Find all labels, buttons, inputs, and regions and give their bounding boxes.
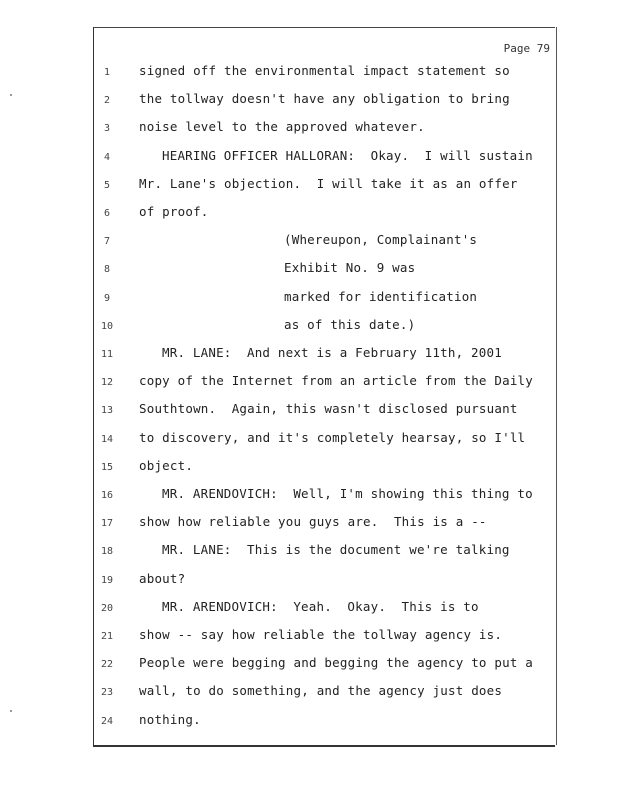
line-text: copy of the Internet from an article from the Daily	[139, 373, 534, 389]
transcript-line	[0, 289, 618, 309]
line-text: show -- say how reliable the tollway agency is.	[139, 627, 503, 642]
transcript-line	[0, 542, 618, 562]
line-text: Southtown. Again, this wasn't disclosed pursuant	[139, 401, 518, 417]
transcript-line	[0, 683, 618, 703]
transcript-line	[0, 148, 618, 168]
transcript-line	[0, 514, 618, 534]
transcript-line	[0, 627, 618, 647]
line-number: 13	[100, 405, 114, 417]
page-bottom-rule	[93, 745, 555, 747]
line-number: 20	[100, 602, 114, 614]
line-number: 5	[103, 179, 111, 191]
page-number-header: Page 79	[503, 42, 550, 55]
line-number: 8	[103, 264, 111, 276]
line-text: MR. LANE: And next is a February 11th, 2001	[162, 345, 502, 360]
line-text: marked for identification	[284, 288, 478, 304]
line-text: of proof.	[139, 204, 209, 219]
line-number: 23	[100, 687, 114, 699]
line-number: 15	[100, 461, 114, 473]
line-number: 2	[103, 95, 111, 107]
line-text: to discovery, and it's completely hearsay, so I'll	[139, 429, 526, 445]
line-number: 6	[103, 208, 111, 219]
line-text: nothing.	[139, 711, 201, 727]
line-number: 1	[103, 67, 111, 78]
transcript-line	[0, 176, 618, 196]
transcript-line	[0, 486, 618, 506]
line-number: 18	[100, 546, 114, 558]
line-text: MR. ARENDOVICH: Yeah. Okay. This is to	[162, 598, 479, 614]
line-number: 19	[100, 574, 114, 586]
line-text: MR. LANE: This is the document we're talking	[162, 542, 510, 558]
line-text: signed off the environmental impact statement so	[139, 63, 510, 78]
line-text: MR. ARENDOVICH: Well, I'm showing this thing to	[162, 486, 533, 501]
transcript-line	[0, 599, 618, 619]
transcript-line	[0, 655, 618, 675]
line-text: People were begging and begging the agency to put a	[139, 655, 534, 671]
transcript-line	[0, 119, 618, 139]
line-number: 7	[103, 236, 111, 248]
transcript-line	[0, 571, 618, 591]
transcript-line	[0, 712, 618, 732]
line-number: 9	[103, 292, 111, 304]
transcript-line	[0, 91, 618, 111]
line-text: wall, to do something, and the agency just does	[139, 683, 503, 699]
line-text: object.	[139, 457, 194, 473]
line-number: 3	[103, 123, 111, 135]
line-number: 10	[100, 320, 114, 332]
line-text: Exhibit No. 9 was	[284, 260, 416, 276]
line-text: noise level to the approved whatever.	[139, 119, 425, 135]
transcript-line	[0, 458, 618, 478]
transcript-line	[0, 430, 618, 450]
line-text: Mr. Lane's objection. I will take it as an offer	[139, 175, 518, 191]
line-text: show how reliable you guys are. This is a --	[139, 514, 487, 530]
line-text: (Whereupon, Complainant's	[284, 232, 478, 248]
line-number: 22	[100, 659, 114, 671]
line-number: 12	[100, 377, 114, 389]
transcript-line	[0, 373, 618, 393]
line-number: 4	[103, 151, 111, 163]
transcript-line	[0, 317, 618, 337]
transcript-line	[0, 232, 618, 252]
line-number: 14	[100, 433, 114, 445]
transcript-line	[0, 63, 618, 83]
line-number: 21	[100, 631, 114, 642]
line-text: about?	[139, 570, 186, 586]
line-number: 16	[100, 490, 114, 501]
transcript-line	[0, 401, 618, 421]
line-number: 24	[100, 715, 114, 727]
transcript-line	[0, 345, 618, 365]
line-number: 17	[100, 518, 114, 530]
line-text: as of this date.)	[284, 316, 416, 332]
line-number: 11	[100, 349, 114, 360]
transcript-line	[0, 204, 618, 224]
transcript-line	[0, 260, 618, 280]
line-text: HEARING OFFICER HALLORAN: Okay. I will sustain	[162, 147, 533, 163]
line-text: the tollway doesn't have any obligation to bring	[139, 91, 510, 107]
